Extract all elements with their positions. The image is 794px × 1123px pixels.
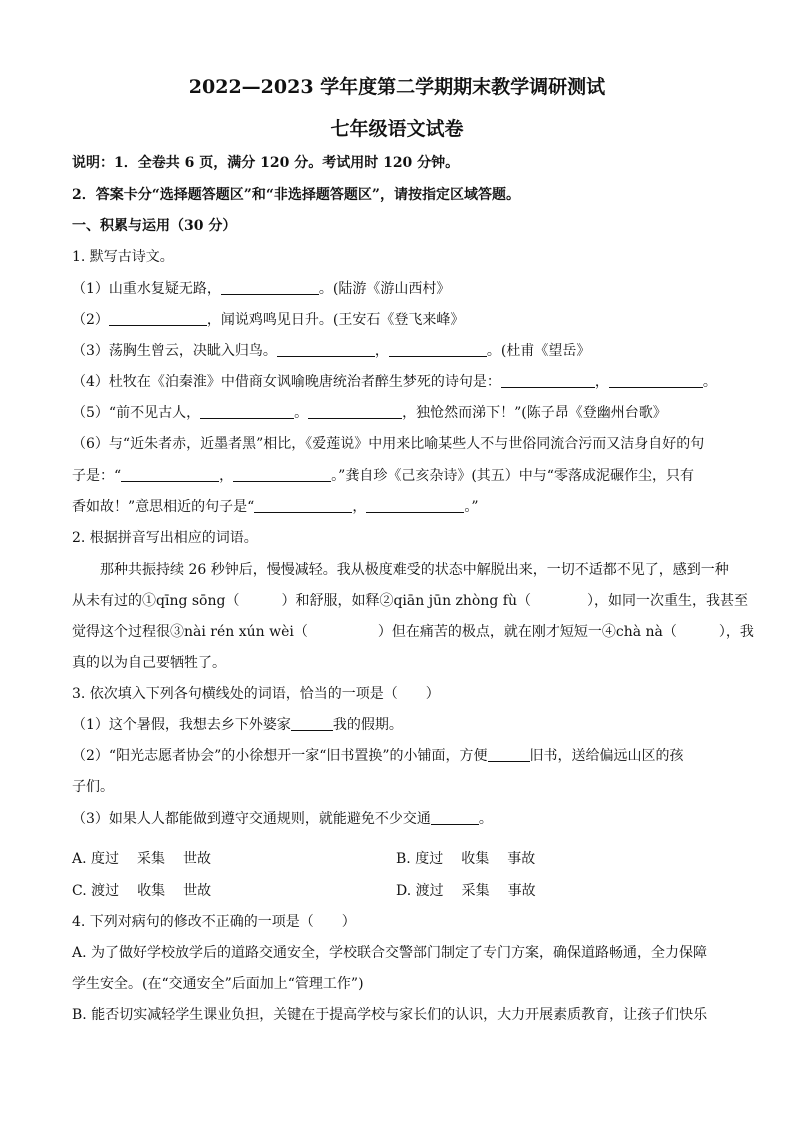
- item-text: ，闻说鸡鸣见日升。(王安石《登飞来峰》: [206, 312, 465, 328]
- answer-blank[interactable]: [366, 498, 464, 513]
- option-d[interactable]: [396, 880, 554, 900]
- item-text: 。: [702, 374, 717, 390]
- option-word: 世故: [183, 883, 212, 899]
- exam-title: 2022—2023 学年度第二学期期末教学调研测试: [188, 76, 606, 98]
- instructions-1: 说明：1．全卷共 6 页，满分 120 分。考试用时 120 分钟。: [72, 155, 460, 171]
- option-word: 事故: [507, 851, 536, 867]
- question-4-option-a-line-2[interactable]: 学生安全。(在“交通安全”后面加上“管理工作”): [72, 976, 364, 992]
- answer-blank[interactable]: [488, 747, 530, 762]
- question-4-option-b-line-1[interactable]: B. 能否切实减轻学生课业负担，关键在于提高学校与家长们的认识，大力开展素质教育，让孩子们快乐: [72, 1007, 708, 1023]
- question-3-sentence-2-cont: 子们。: [72, 779, 114, 795]
- question-1-item-3: [72, 340, 590, 360]
- option-c[interactable]: [72, 880, 229, 900]
- answer-blank[interactable]: [501, 373, 595, 388]
- item-text: 我的假期。: [332, 717, 403, 733]
- item-text: （2）: [72, 312, 109, 328]
- answer-blank[interactable]: [254, 498, 352, 513]
- item-text: 。: [478, 811, 493, 827]
- answer-blank[interactable]: [109, 311, 207, 326]
- answer-blank[interactable]: [308, 404, 402, 419]
- question-1-item-6-line-3: [72, 496, 479, 516]
- section-heading: 一、积累与运用（30 分）: [72, 218, 237, 234]
- option-word: 采集: [137, 851, 166, 867]
- option-word: 收集: [137, 883, 166, 899]
- option-word: A. 度过: [72, 851, 120, 867]
- question-1-stem: 1. 默写古诗文。: [72, 249, 174, 265]
- item-text: 。: [294, 405, 309, 421]
- passage-line-3: 觉得这个过程很③nài rén xún wèi（ ）但在痛苦的极点，就在刚才短短一④chà nà（ ），我: [72, 624, 754, 640]
- option-b[interactable]: [396, 848, 553, 868]
- item-text: ，: [352, 499, 367, 515]
- answer-blank[interactable]: [609, 373, 703, 388]
- answer-blank[interactable]: [221, 280, 319, 295]
- option-word: D. 渡过: [396, 883, 444, 899]
- item-text: ，: [219, 468, 234, 484]
- passage-line-1: 那种共振持续 26 秒钟后，慢慢减轻。我从极度难受的状态中解脱出来，一切不适都不见了，感到一种: [100, 562, 729, 578]
- option-word: 收集: [461, 851, 490, 867]
- item-text: 。”: [464, 499, 479, 515]
- question-1-item-6-line-2: [72, 465, 694, 485]
- question-2-stem: 2. 根据拼音写出相应的词语。: [72, 530, 258, 546]
- item-text: （4）杜牧在《泊秦淮》中借商女讽喻晚唐统治者醉生梦死的诗句是：: [72, 374, 501, 390]
- question-1-item-2: [72, 309, 464, 329]
- item-text: ，: [594, 374, 609, 390]
- question-4-option-a-line-1[interactable]: A. 为了做好学校放学后的道路交通安全，学校联合交警部门制定了专门方案，确保道路畅通，全力保障: [72, 945, 708, 961]
- item-text: 旧书，送给偏远山区的孩: [529, 748, 684, 764]
- answer-blank[interactable]: [291, 716, 333, 731]
- question-3-sentence-3: [72, 808, 493, 828]
- item-text: （5）“前不见古人，: [72, 405, 201, 421]
- item-text: （3）如果人人都能做到遵守交通规则，就能避免不少交通: [72, 811, 431, 827]
- question-1-item-5: [72, 402, 667, 422]
- answer-blank[interactable]: [431, 810, 479, 825]
- option-word: C. 渡过: [72, 883, 120, 899]
- option-word: 采集: [461, 883, 490, 899]
- exam-subtitle: 七年级语文试卷: [330, 118, 464, 140]
- question-1-item-1: [72, 278, 450, 298]
- item-text: （1）这个暑假，我想去乡下外婆家: [72, 717, 291, 733]
- item-text: ，独怆然而涕下！”(陈子昂《登幽州台歌》: [402, 405, 667, 421]
- answer-blank[interactable]: [389, 342, 487, 357]
- answer-blank[interactable]: [277, 342, 375, 357]
- option-word: 事故: [507, 883, 536, 899]
- answer-blank[interactable]: [121, 467, 219, 482]
- passage-line-2: 从未有过的①qīng sōng（ ）和舒服，如释②qiān jūn zhòng fù（ ），如同一次重生，我甚至: [72, 593, 748, 609]
- option-a[interactable]: [72, 848, 229, 868]
- question-3-sentence-1: [72, 714, 403, 734]
- option-word: B. 度过: [396, 851, 444, 867]
- item-text: 。(杜甫《望岳》: [486, 343, 591, 359]
- item-text: ，: [374, 343, 389, 359]
- item-text: （2）“阳光志愿者协会”的小徐想开一家“旧书置换”的小铺面，方便: [72, 748, 488, 764]
- item-text: 香如故！”意思相近的句子是“: [72, 499, 255, 515]
- item-text: （1）山重水复疑无路，: [72, 281, 221, 297]
- option-word: 世故: [183, 851, 212, 867]
- question-3-sentence-2: [72, 745, 684, 765]
- answer-blank[interactable]: [233, 467, 331, 482]
- instructions-2: 2．答案卡分“选择题答题区”和“非选择题答题区”，请按指定区域答题。: [72, 187, 520, 203]
- item-text: 。(陆游《游山西村》: [318, 281, 451, 297]
- question-1-item-6-line-1: （6）与“近朱者赤，近墨者黑”相比，《爱莲说》中用来比喻某些人不与世俗同流合污而又洁身自好的句: [72, 436, 705, 452]
- item-text: 子是：“: [72, 468, 122, 484]
- question-1-item-4: [72, 371, 717, 391]
- question-4-stem: 4. 下列对病句的修改不正确的一项是（ ）: [72, 914, 356, 930]
- item-text: （3）荡胸生曾云，决眦入归鸟。: [72, 343, 277, 359]
- item-text: 。”龚自珍《己亥杂诗》(其五）中与“零落成泥碾作尘，只有: [331, 468, 694, 484]
- question-3-stem: 3. 依次填入下列各句横线处的词语，恰当的一项是（ ）: [72, 686, 440, 702]
- passage-line-4: 真的以为自己要牺牲了。: [72, 655, 226, 671]
- answer-blank[interactable]: [200, 404, 294, 419]
